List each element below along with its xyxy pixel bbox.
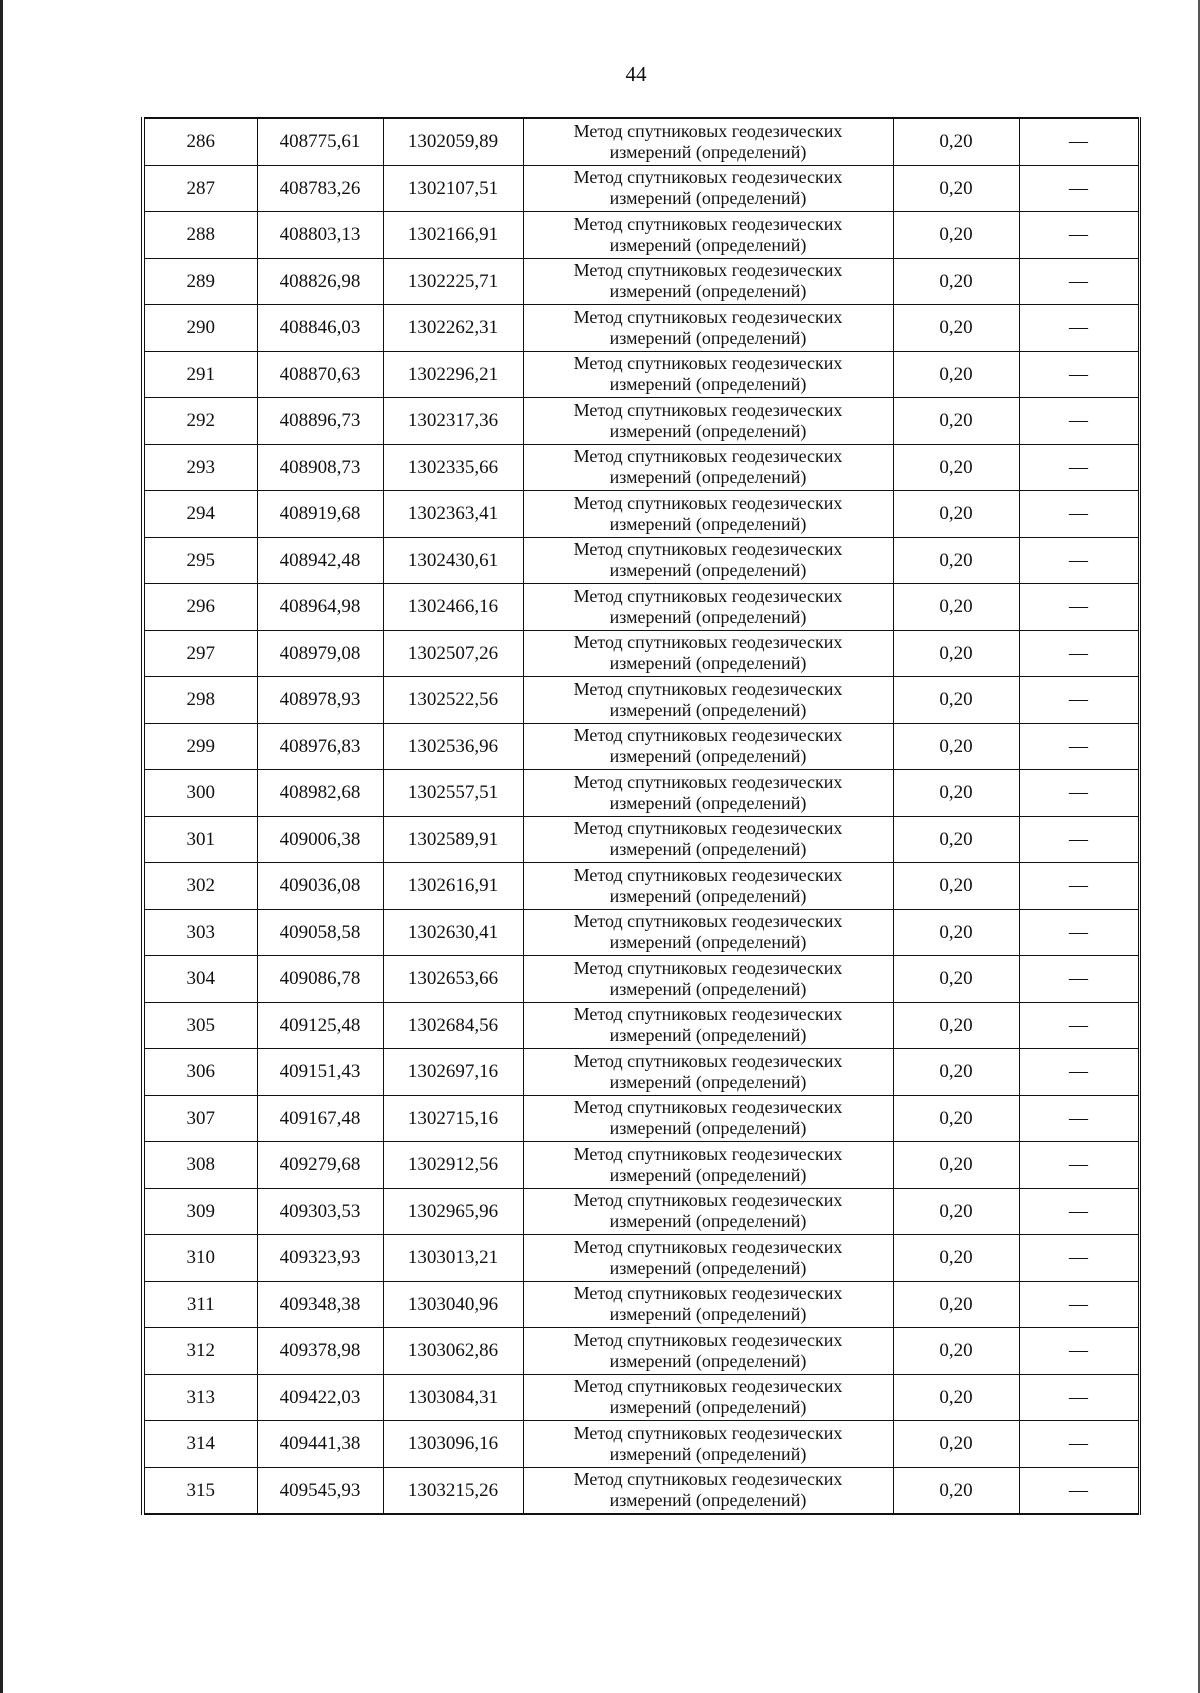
method-line-1: Метод спутниковых геодезических: [573, 911, 843, 932]
accuracy-cell: 0,20: [893, 677, 1019, 724]
table-row: [143, 491, 1139, 538]
method-cell: [523, 118, 893, 165]
method-line-1: Метод спутниковых геодезических: [573, 446, 843, 467]
accuracy-cell: 0,20: [893, 305, 1019, 352]
page-number: 44: [625, 62, 647, 86]
method-line-1: Метод спутниковых геодезических: [573, 167, 843, 188]
y-coordinate-cell: 1302616,91: [383, 863, 523, 910]
x-coordinate-cell: 408964,98: [257, 584, 383, 631]
table-row: [143, 909, 1139, 956]
accuracy-cell: 0,20: [893, 1095, 1019, 1142]
description-cell: —: [1019, 1142, 1139, 1189]
method-cell: [523, 537, 893, 584]
x-coordinate-cell: 409378,98: [257, 1328, 383, 1375]
description-cell: —: [1019, 1002, 1139, 1049]
y-coordinate-cell: 1302965,96: [383, 1188, 523, 1235]
accuracy-cell: 0,20: [893, 1467, 1019, 1514]
method-cell: [523, 1188, 893, 1235]
x-coordinate-cell: 408908,73: [257, 444, 383, 491]
point-number-cell: 301: [143, 816, 257, 863]
point-number-cell: 311: [143, 1281, 257, 1328]
method-line-1: Метод спутниковых геодезических: [573, 771, 843, 792]
description-cell: —: [1019, 584, 1139, 631]
accuracy-cell: 0,20: [893, 1328, 1019, 1375]
method-line-2: измерений (определений): [609, 1490, 807, 1511]
method-cell: [523, 723, 893, 770]
y-coordinate-cell: 1302589,91: [383, 816, 523, 863]
y-coordinate-cell: 1302912,56: [383, 1142, 523, 1189]
method-cell: [523, 1095, 893, 1142]
x-coordinate-cell: 409086,78: [257, 956, 383, 1003]
x-coordinate-cell: 408896,73: [257, 398, 383, 445]
method-line-2: измерений (определений): [609, 1304, 807, 1325]
method-line-1: Метод спутниковых геодезических: [573, 1236, 843, 1257]
y-coordinate-cell: 1303084,31: [383, 1374, 523, 1421]
method-cell: [523, 351, 893, 398]
description-cell: —: [1019, 165, 1139, 212]
description-cell: —: [1019, 770, 1139, 817]
method-line-2: измерений (определений): [609, 1257, 807, 1278]
accuracy-cell: 0,20: [893, 723, 1019, 770]
method-cell: [523, 1421, 893, 1468]
point-number-cell: 292: [143, 398, 257, 445]
x-coordinate-cell: 409006,38: [257, 816, 383, 863]
method-line-2: измерений (определений): [609, 746, 807, 767]
x-coordinate-cell: 408942,48: [257, 537, 383, 584]
description-cell: —: [1019, 956, 1139, 1003]
accuracy-cell: 0,20: [893, 537, 1019, 584]
method-line-2: измерений (определений): [609, 1397, 807, 1418]
method-line-2: измерений (определений): [609, 792, 807, 813]
y-coordinate-cell: 1302522,56: [383, 677, 523, 724]
method-line-1: Метод спутниковых геодезических: [573, 1469, 843, 1490]
table-row: [143, 537, 1139, 584]
method-line-1: Метод спутниковых геодезических: [573, 492, 843, 513]
description-cell: —: [1019, 1374, 1139, 1421]
description-cell: —: [1019, 1281, 1139, 1328]
y-coordinate-cell: 1302166,91: [383, 212, 523, 259]
method-line-2: измерений (определений): [609, 1071, 807, 1092]
y-coordinate-cell: 1302225,71: [383, 258, 523, 305]
point-number-cell: 298: [143, 677, 257, 724]
method-line-2: измерений (определений): [609, 141, 807, 162]
y-coordinate-cell: 1302684,56: [383, 1002, 523, 1049]
point-number-cell: 294: [143, 491, 257, 538]
method-line-1: Метод спутниковых геодезических: [573, 306, 843, 327]
y-coordinate-cell: 1302507,26: [383, 630, 523, 677]
point-number-cell: 306: [143, 1049, 257, 1096]
method-cell: [523, 398, 893, 445]
method-line-2: измерений (определений): [609, 606, 807, 627]
method-line-1: Метод спутниковых геодезических: [573, 1283, 843, 1304]
point-number-cell: 314: [143, 1421, 257, 1468]
accuracy-cell: 0,20: [893, 212, 1019, 259]
method-line-2: измерений (определений): [609, 234, 807, 255]
accuracy-cell: 0,20: [893, 1235, 1019, 1282]
method-line-1: Метод спутниковых геодезических: [573, 539, 843, 560]
method-line-1: Метод спутниковых геодезических: [573, 1050, 843, 1071]
x-coordinate-cell: 409058,58: [257, 909, 383, 956]
accuracy-cell: 0,20: [893, 1374, 1019, 1421]
method-cell: [523, 1235, 893, 1282]
method-line-1: Метод спутниковых геодезических: [573, 1004, 843, 1025]
accuracy-cell: 0,20: [893, 258, 1019, 305]
description-cell: —: [1019, 1188, 1139, 1235]
scan-edge-left: [0, 0, 3, 1693]
method-line-1: Метод спутниковых геодезических: [573, 399, 843, 420]
method-line-1: Метод спутниковых геодезических: [573, 260, 843, 281]
x-coordinate-cell: 408803,13: [257, 212, 383, 259]
point-number-cell: 309: [143, 1188, 257, 1235]
table-row: [143, 1095, 1139, 1142]
description-cell: —: [1019, 630, 1139, 677]
method-cell: [523, 305, 893, 352]
table-row: [143, 863, 1139, 910]
method-cell: [523, 165, 893, 212]
accuracy-cell: 0,20: [893, 351, 1019, 398]
method-line-1: Метод спутниковых геодезических: [573, 1329, 843, 1350]
table-row: [143, 630, 1139, 677]
point-number-cell: 296: [143, 584, 257, 631]
y-coordinate-cell: 1302430,61: [383, 537, 523, 584]
description-cell: —: [1019, 677, 1139, 724]
method-line-2: измерений (определений): [609, 281, 807, 302]
point-number-cell: 287: [143, 165, 257, 212]
point-number-cell: 302: [143, 863, 257, 910]
y-coordinate-cell: 1303096,16: [383, 1421, 523, 1468]
method-line-2: измерений (определений): [609, 513, 807, 534]
method-line-2: измерений (определений): [609, 699, 807, 720]
point-number-cell: 290: [143, 305, 257, 352]
x-coordinate-cell: 408826,98: [257, 258, 383, 305]
description-cell: —: [1019, 723, 1139, 770]
method-line-1: Метод спутниковых геодезических: [573, 1190, 843, 1211]
description-cell: —: [1019, 1235, 1139, 1282]
y-coordinate-cell: 1302059,89: [383, 118, 523, 165]
point-number-cell: 304: [143, 956, 257, 1003]
description-cell: —: [1019, 537, 1139, 584]
y-coordinate-cell: 1302630,41: [383, 909, 523, 956]
method-cell: [523, 212, 893, 259]
method-cell: [523, 1328, 893, 1375]
method-line-2: измерений (определений): [609, 420, 807, 441]
table-row: [143, 398, 1139, 445]
method-line-1: Метод спутниковых геодезических: [573, 957, 843, 978]
x-coordinate-cell: 409441,38: [257, 1421, 383, 1468]
y-coordinate-cell: 1302653,66: [383, 956, 523, 1003]
point-number-cell: 307: [143, 1095, 257, 1142]
y-coordinate-cell: 1302317,36: [383, 398, 523, 445]
method-cell: [523, 1374, 893, 1421]
method-line-1: Метод спутниковых геодезических: [573, 353, 843, 374]
x-coordinate-cell: 408982,68: [257, 770, 383, 817]
accuracy-cell: 0,20: [893, 165, 1019, 212]
accuracy-cell: 0,20: [893, 1188, 1019, 1235]
description-cell: —: [1019, 816, 1139, 863]
description-cell: —: [1019, 351, 1139, 398]
table-row: [143, 1142, 1139, 1189]
y-coordinate-cell: 1303062,86: [383, 1328, 523, 1375]
method-line-2: измерений (определений): [609, 1118, 807, 1139]
method-line-2: измерений (определений): [609, 188, 807, 209]
accuracy-cell: 0,20: [893, 956, 1019, 1003]
method-cell: [523, 770, 893, 817]
method-line-2: измерений (определений): [609, 1164, 807, 1185]
x-coordinate-cell: 408783,26: [257, 165, 383, 212]
point-number-cell: 315: [143, 1467, 257, 1514]
y-coordinate-cell: 1302697,16: [383, 1049, 523, 1096]
x-coordinate-cell: 409422,03: [257, 1374, 383, 1421]
method-cell: [523, 444, 893, 491]
table-row: [143, 584, 1139, 631]
x-coordinate-cell: 409036,08: [257, 863, 383, 910]
accuracy-cell: 0,20: [893, 1002, 1019, 1049]
x-coordinate-cell: 409323,93: [257, 1235, 383, 1282]
table-row: [143, 770, 1139, 817]
table-row: [143, 1002, 1139, 1049]
y-coordinate-cell: 1303013,21: [383, 1235, 523, 1282]
x-coordinate-cell: 409348,38: [257, 1281, 383, 1328]
method-cell: [523, 1049, 893, 1096]
method-line-2: измерений (определений): [609, 932, 807, 953]
table-row: [143, 1281, 1139, 1328]
description-cell: —: [1019, 258, 1139, 305]
method-cell: [523, 491, 893, 538]
table-row: [143, 165, 1139, 212]
point-number-cell: 286: [143, 118, 257, 165]
table-row: [143, 1049, 1139, 1096]
y-coordinate-cell: 1302107,51: [383, 165, 523, 212]
table-row: [143, 305, 1139, 352]
x-coordinate-cell: 408979,08: [257, 630, 383, 677]
table-row: [143, 212, 1139, 259]
x-coordinate-cell: 409279,68: [257, 1142, 383, 1189]
table-row: [143, 1188, 1139, 1235]
table-row: [143, 258, 1139, 305]
method-cell: [523, 816, 893, 863]
method-line-1: Метод спутниковых геодезических: [573, 1097, 843, 1118]
table-row: [143, 956, 1139, 1003]
description-cell: —: [1019, 863, 1139, 910]
table-row: [143, 351, 1139, 398]
method-cell: [523, 863, 893, 910]
description-cell: —: [1019, 118, 1139, 165]
accuracy-cell: 0,20: [893, 491, 1019, 538]
method-line-1: Метод спутниковых геодезических: [573, 1376, 843, 1397]
description-cell: —: [1019, 1049, 1139, 1096]
method-line-2: измерений (определений): [609, 1211, 807, 1232]
x-coordinate-cell: 408976,83: [257, 723, 383, 770]
point-number-cell: 297: [143, 630, 257, 677]
description-cell: —: [1019, 1421, 1139, 1468]
point-number-cell: 303: [143, 909, 257, 956]
table-row: [143, 118, 1139, 165]
point-number-cell: 291: [143, 351, 257, 398]
method-cell: [523, 909, 893, 956]
method-line-2: измерений (определений): [609, 885, 807, 906]
y-coordinate-cell: 1302363,41: [383, 491, 523, 538]
point-number-cell: 295: [143, 537, 257, 584]
method-line-1: Метод спутниковых геодезических: [573, 585, 843, 606]
method-line-2: измерений (определений): [609, 1443, 807, 1464]
x-coordinate-cell: 409151,43: [257, 1049, 383, 1096]
method-cell: [523, 630, 893, 677]
description-cell: —: [1019, 1328, 1139, 1375]
method-line-2: измерений (определений): [609, 327, 807, 348]
point-number-cell: 310: [143, 1235, 257, 1282]
table-row: [143, 1421, 1139, 1468]
accuracy-cell: 0,20: [893, 398, 1019, 445]
method-line-2: измерений (определений): [609, 1350, 807, 1371]
accuracy-cell: 0,20: [893, 118, 1019, 165]
table-row: [143, 1235, 1139, 1282]
y-coordinate-cell: 1302557,51: [383, 770, 523, 817]
accuracy-cell: 0,20: [893, 630, 1019, 677]
method-cell: [523, 1002, 893, 1049]
method-line-1: Метод спутниковых геодезических: [573, 632, 843, 653]
x-coordinate-cell: 409303,53: [257, 1188, 383, 1235]
description-cell: —: [1019, 398, 1139, 445]
method-line-2: измерений (определений): [609, 653, 807, 674]
y-coordinate-cell: 1302715,16: [383, 1095, 523, 1142]
y-coordinate-cell: 1302262,31: [383, 305, 523, 352]
accuracy-cell: 0,20: [893, 584, 1019, 631]
point-number-cell: 313: [143, 1374, 257, 1421]
method-line-2: измерений (определений): [609, 978, 807, 999]
accuracy-cell: 0,20: [893, 1049, 1019, 1096]
point-number-cell: 288: [143, 212, 257, 259]
x-coordinate-cell: 409167,48: [257, 1095, 383, 1142]
method-line-2: измерений (определений): [609, 839, 807, 860]
point-number-cell: 312: [143, 1328, 257, 1375]
point-number-cell: 289: [143, 258, 257, 305]
method-line-1: Метод спутниковых геодезических: [573, 818, 843, 839]
method-line-2: измерений (определений): [609, 374, 807, 395]
accuracy-cell: 0,20: [893, 1421, 1019, 1468]
table-row: [143, 1467, 1139, 1514]
method-line-1: Метод спутниковых геодезических: [573, 1422, 843, 1443]
point-number-cell: 308: [143, 1142, 257, 1189]
y-coordinate-cell: 1302466,16: [383, 584, 523, 631]
table-row: [143, 677, 1139, 724]
description-cell: —: [1019, 909, 1139, 956]
method-line-1: Метод спутниковых геодезических: [573, 864, 843, 885]
table-row: [143, 1374, 1139, 1421]
x-coordinate-cell: 408919,68: [257, 491, 383, 538]
method-cell: [523, 1142, 893, 1189]
method-cell: [523, 1281, 893, 1328]
accuracy-cell: 0,20: [893, 444, 1019, 491]
x-coordinate-cell: 408846,03: [257, 305, 383, 352]
point-number-cell: 300: [143, 770, 257, 817]
method-line-1: Метод спутниковых геодезических: [573, 120, 843, 141]
method-line-2: измерений (определений): [609, 467, 807, 488]
method-cell: [523, 956, 893, 1003]
point-number-cell: 293: [143, 444, 257, 491]
method-line-1: Метод спутниковых геодезических: [573, 725, 843, 746]
point-number-cell: 305: [143, 1002, 257, 1049]
description-cell: —: [1019, 305, 1139, 352]
description-cell: —: [1019, 1095, 1139, 1142]
x-coordinate-cell: 409125,48: [257, 1002, 383, 1049]
method-line-1: Метод спутниковых геодезических: [573, 1143, 843, 1164]
y-coordinate-cell: 1303215,26: [383, 1467, 523, 1514]
accuracy-cell: 0,20: [893, 770, 1019, 817]
description-cell: —: [1019, 212, 1139, 259]
accuracy-cell: 0,20: [893, 1142, 1019, 1189]
table-row: [143, 816, 1139, 863]
accuracy-cell: 0,20: [893, 863, 1019, 910]
accuracy-cell: 0,20: [893, 816, 1019, 863]
method-cell: [523, 258, 893, 305]
accuracy-cell: 0,20: [893, 909, 1019, 956]
point-number-cell: 299: [143, 723, 257, 770]
method-cell: [523, 1467, 893, 1514]
table-row: [143, 723, 1139, 770]
coordinates-table-body: [143, 118, 1139, 1514]
y-coordinate-cell: 1302335,66: [383, 444, 523, 491]
method-line-2: измерений (определений): [609, 1025, 807, 1046]
x-coordinate-cell: 409545,93: [257, 1467, 383, 1514]
x-coordinate-cell: 408775,61: [257, 118, 383, 165]
y-coordinate-cell: 1302296,21: [383, 351, 523, 398]
table-row: [143, 444, 1139, 491]
method-line-1: Метод спутниковых геодезических: [573, 213, 843, 234]
x-coordinate-cell: 408978,93: [257, 677, 383, 724]
accuracy-cell: 0,20: [893, 1281, 1019, 1328]
y-coordinate-cell: 1302536,96: [383, 723, 523, 770]
method-cell: [523, 584, 893, 631]
method-line-1: Метод спутниковых геодезических: [573, 678, 843, 699]
method-line-2: измерений (определений): [609, 560, 807, 581]
y-coordinate-cell: 1303040,96: [383, 1281, 523, 1328]
x-coordinate-cell: 408870,63: [257, 351, 383, 398]
description-cell: —: [1019, 1467, 1139, 1514]
table-row: [143, 1328, 1139, 1375]
coordinates-table: [141, 117, 1141, 1515]
description-cell: —: [1019, 444, 1139, 491]
method-cell: [523, 677, 893, 724]
description-cell: —: [1019, 491, 1139, 538]
